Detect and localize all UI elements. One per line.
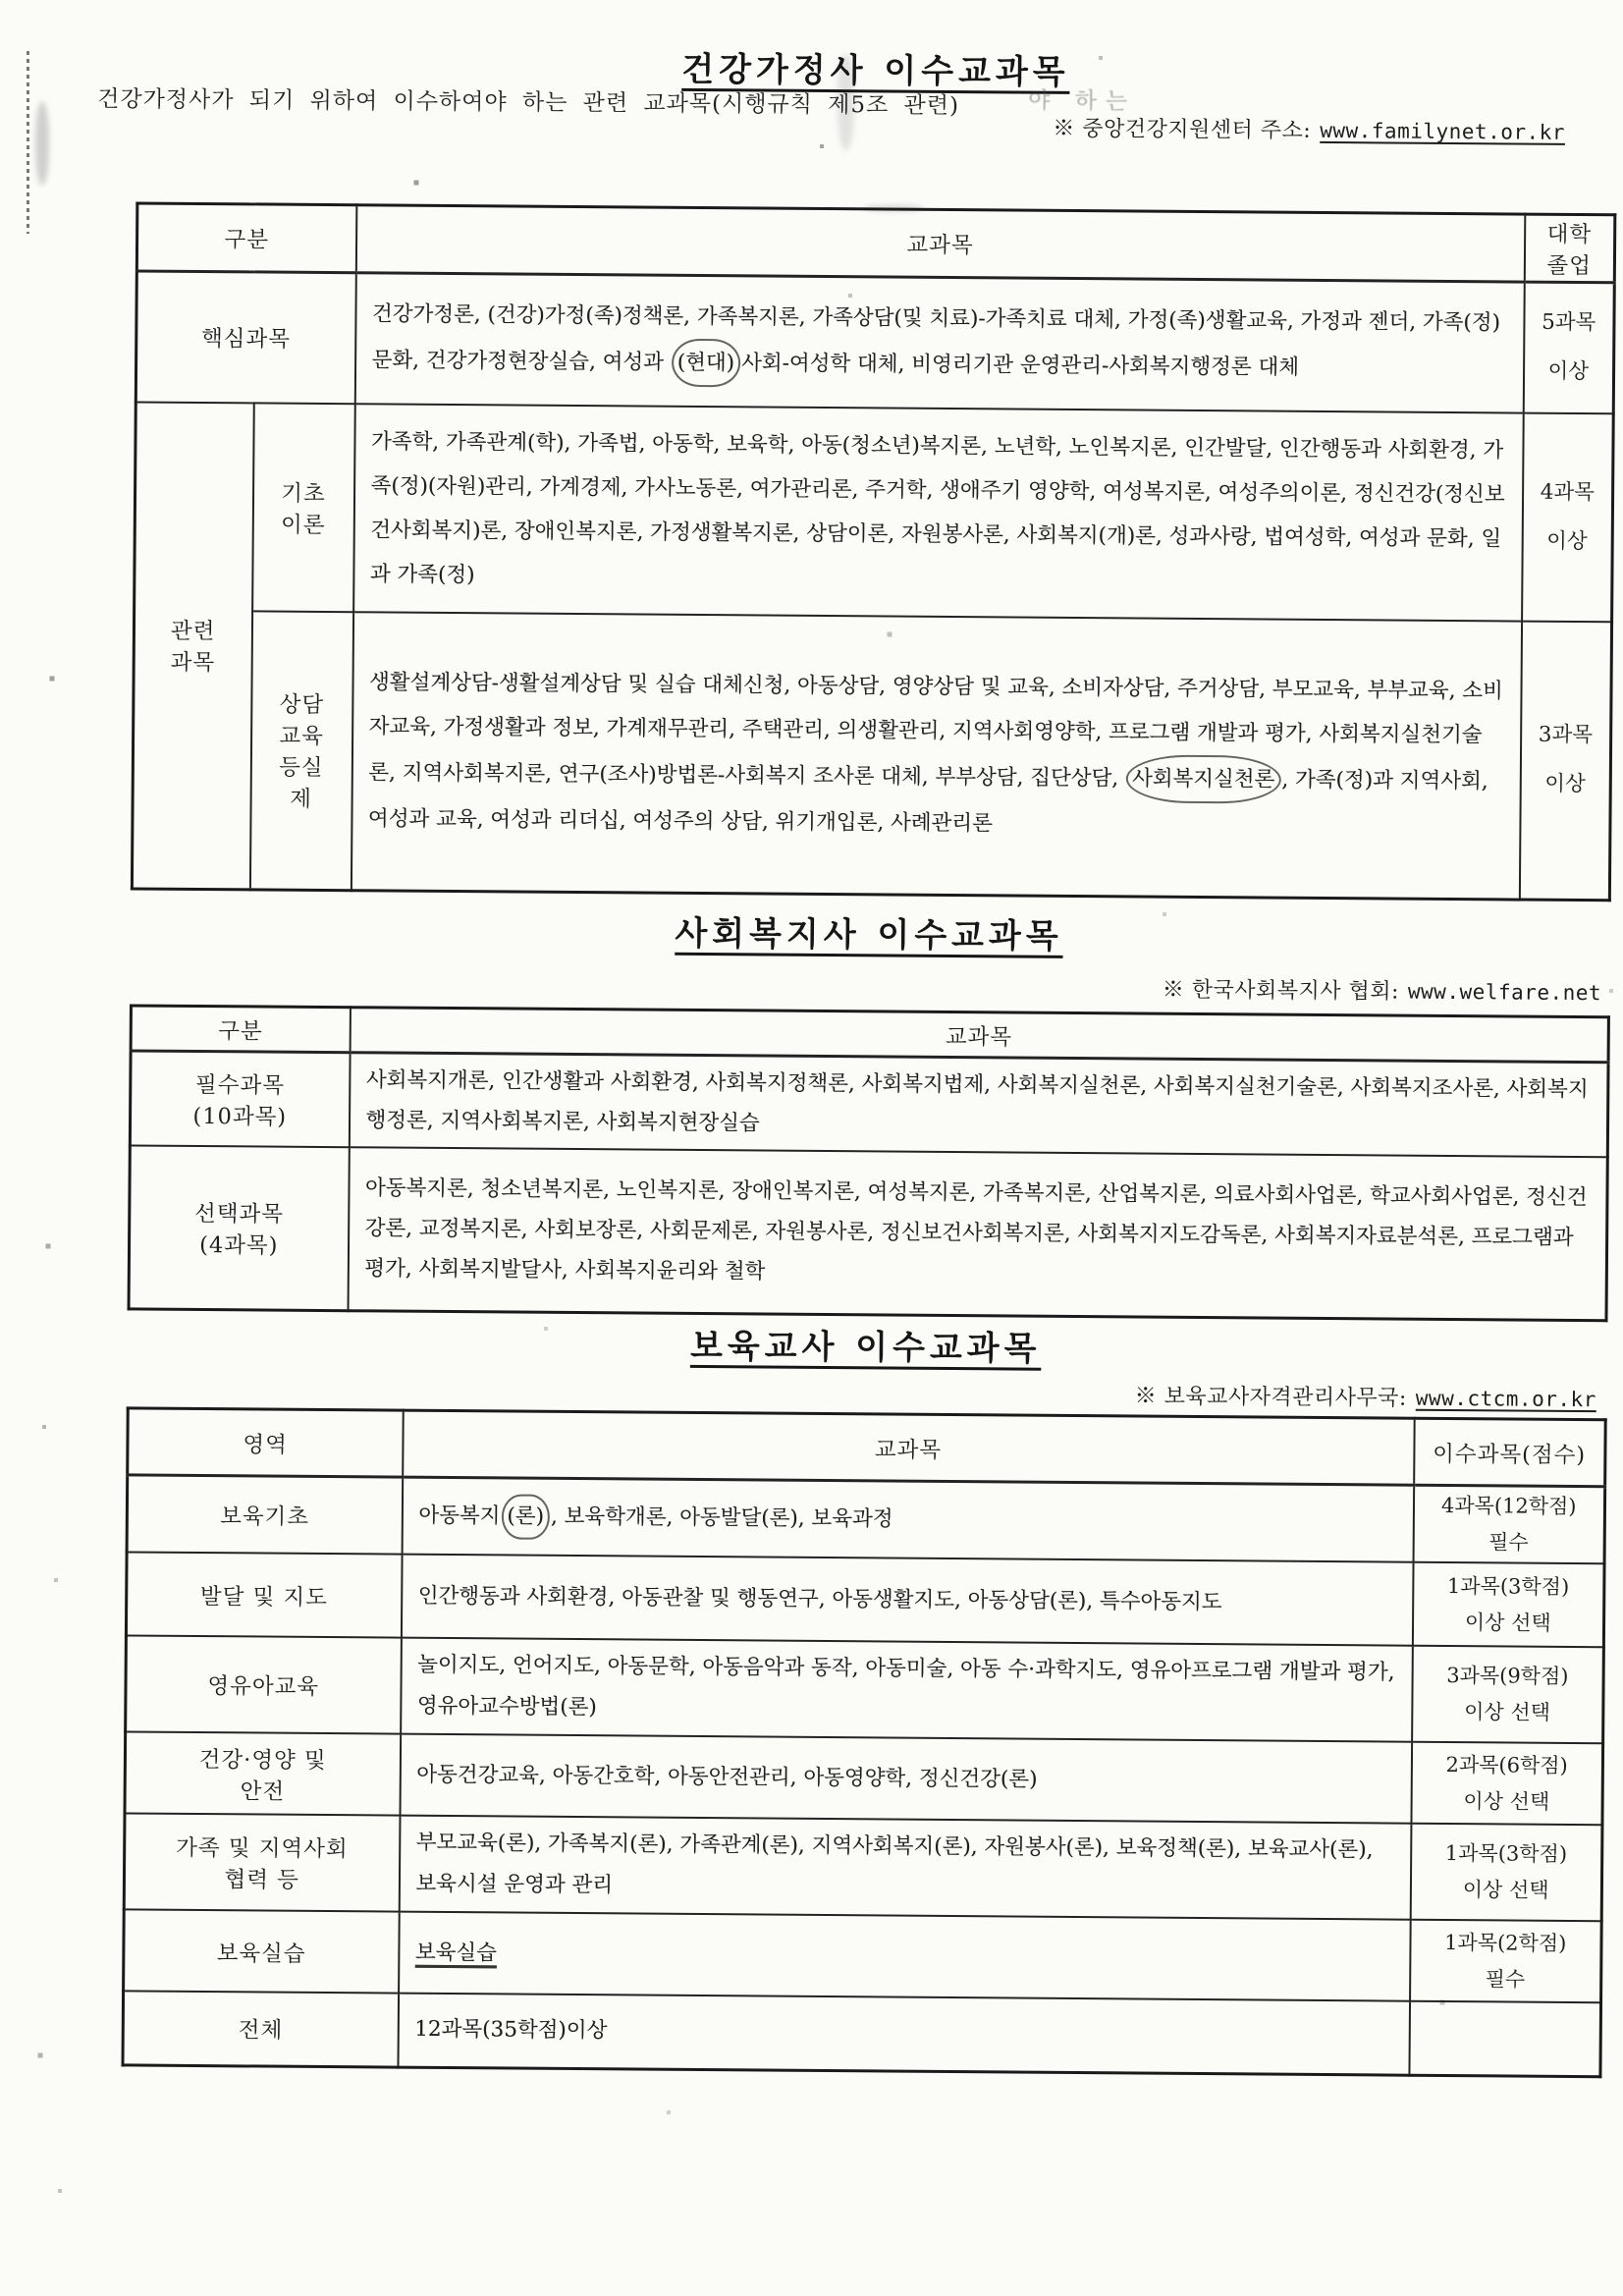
- t3-health-safety-subjects: 아동건강교육, 아동간호학, 아동안전관리, 아동영양학, 정신건강(론): [400, 1734, 1412, 1824]
- t1-counseling-row: [132, 610, 1611, 901]
- t1-basic-theory-row: [135, 402, 1614, 622]
- section3-title: [127, 1314, 1604, 1374]
- t3-total-requirement: [1409, 2001, 1601, 2077]
- t3-total-value: 12과목(35학점)이상: [398, 1994, 1410, 2075]
- t3-family-community-requirement: 1과목(3학점) 이상 선택: [1410, 1824, 1602, 1922]
- t3-family-community-label: 가족 및 지역사회 협력 등: [124, 1813, 400, 1911]
- t3-row-health-safety: [125, 1731, 1603, 1825]
- t3-row-family-community: [124, 1813, 1602, 1921]
- t1-basic-label: 기초 이론: [252, 403, 355, 612]
- t3-row-total: [123, 1991, 1601, 2076]
- section2-reference-note: [1163, 973, 1602, 1008]
- t3-basics-requirement: 4과목(12학점) 필수: [1413, 1485, 1605, 1563]
- t3-early-education-subjects: 놀이지도, 언어지도, 아동문학, 아동음악과 동작, 아동미술, 아동 수·과학지도, 영유아프로그램 개발과 평가, 영유아교수방법(론): [401, 1638, 1413, 1742]
- t3-basics-label: 보육기초: [127, 1475, 403, 1555]
- t1-header-row: [136, 203, 1615, 283]
- t2-required-row: [130, 1051, 1608, 1157]
- section1-title-text: 건강가정사 이수교과목: [681, 49, 1070, 92]
- t3-header-requirement: 이수과목(점수): [1414, 1418, 1606, 1487]
- t3-row-development: [126, 1552, 1604, 1647]
- t3-header-area: 영역: [128, 1408, 404, 1477]
- section1-note-label: ※ 중앙건강지원센터 주소:: [1053, 116, 1312, 143]
- t3-early-education-requirement: 3과목(9학점) 이상 선택: [1412, 1646, 1604, 1744]
- section1-subtitle: 건강가정사가 되기 위하여 이수하여야 하는 관련 교과목(시행규칙 제5조 관련): [97, 86, 960, 120]
- t3-development-requirement: 1과목(3학점) 이상 선택: [1412, 1562, 1604, 1648]
- section3-title-text: 보육교사 이수교과목: [689, 1326, 1042, 1369]
- t1-counsel-label: 상담 교육 등실 제: [249, 611, 352, 891]
- t1-core-subjects: [354, 273, 1524, 412]
- t3-health-safety-requirement: 2과목(6학점) 이상 선택: [1411, 1742, 1603, 1826]
- t2-required-label: 필수과목 (10과목): [130, 1051, 350, 1147]
- ghost-offset-print-text: 야 하는: [1028, 87, 1137, 115]
- healthy-family-courses-table: [131, 201, 1616, 902]
- t1-counsel-text: 생활설계상담-생활설계상담 및 실습 대체신청, 아동상담, 영양상담 및 교육, 소비자상담, 주거상담, 부모교육, 부부교육, 소비자교육, 가정생활과 정보, 가계재무관리, 주택관리, 의생활관리, 지역사회영양학, 프로그램 개발과 평가, 사회복지실천기술론, 지역사회복지론, 연구(조사)방법론-사회복지 조사론 대체, 부부상담, 집단상담,: [368, 670, 1503, 792]
- t1-counsel-circled-annotation: 사회복지실천론: [1126, 755, 1281, 804]
- t1-header-category: 구분: [136, 203, 356, 273]
- t2-required-subjects: 사회복지개론, 인간생활과 사회환경, 사회복지정책론, 사회복지법제, 사회복지실천론, 사회복지실천기술론, 사회복지조사론, 사회복지행정론, 지역사회복지론, 사회복지현장실습: [349, 1053, 1608, 1158]
- t1-core-row: [135, 271, 1614, 413]
- t3-total-label: 전체: [123, 1991, 399, 2066]
- section2-title: [130, 902, 1607, 961]
- t1-counsel-requirement: 3과목 이상: [1519, 621, 1611, 901]
- t1-basic-subjects: 가족학, 가족관계(학), 가족법, 아동학, 보육학, 아동(청소년)복지론, 노년학, 노인복지론, 인간발달, 인간행동과 사회환경, 가족(정)(자원)관리, 가계경제, 가사노동론, 여가관리론, 주거학, 생애주기 영양학, 여성복지론, 여성주의이론, 정신건강(정신보건사회복지)론, 장애인복지론, 가정생활복지론, 상담이론, 자원봉사론, 사회복지(개)론, 성과사랑, 법여성학, 여성과 문화, 일과 가족(정): [353, 404, 1524, 621]
- section1-note-url: www.familynet.or.kr: [1320, 118, 1566, 144]
- t1-core-label: 핵심과목: [135, 271, 355, 404]
- t3-basics-circled-annotation: (론): [501, 1494, 550, 1539]
- section1-reference-note: [1053, 112, 1565, 146]
- t1-core-text: 건강가정론, (건강)가정(족)정책론, 가족복지론, 가족상담(및 치료)-가족치료 대체, 가정(족)생활교육, 가정과 젠더, 가족(정)문화, 건강가정현장실습, 여성과: [371, 301, 1501, 375]
- t3-header-subjects: 교과목: [403, 1410, 1415, 1485]
- section3-note-label: ※ 보육교사자격관리사무국:: [1134, 1384, 1407, 1411]
- t3-row-practicum: [124, 1909, 1602, 2002]
- t3-development-label: 발달 및 지도: [126, 1552, 402, 1637]
- t2-header-subjects: 교과목: [350, 1008, 1608, 1063]
- t3-practicum-requirement: 1과목(2학점) 필수: [1410, 1920, 1602, 2003]
- t3-basics-text-cont: , 보육학개론, 아동발달(론), 보육과정: [550, 1503, 893, 1532]
- t3-practicum-label: 보육실습: [124, 1909, 400, 1993]
- t3-early-education-label: 영유아교육: [126, 1635, 402, 1733]
- t3-row-basics: [127, 1475, 1605, 1563]
- t1-header-requirement: 대학 졸업: [1524, 214, 1615, 283]
- social-worker-courses-table: [128, 1004, 1610, 1321]
- t3-practicum-underlined-text: 보육실습: [414, 1940, 498, 1965]
- t3-basics-text: 아동복지: [418, 1503, 501, 1529]
- section2-title-text: 사회복지사 이수교과목: [675, 913, 1063, 957]
- section3-note-url: www.ctcm.or.kr: [1415, 1386, 1596, 1412]
- t1-core-text-cont: 사회-여성학 대체, 비영리기관 운영관리-사회복지행정론 대체: [741, 351, 1300, 381]
- t3-header-row: [128, 1408, 1605, 1487]
- t1-core-circled-annotation: (현대): [672, 339, 741, 388]
- t1-core-requirement: 5과목 이상: [1523, 282, 1614, 413]
- t2-elective-subjects: 아동복지론, 청소년복지론, 노인복지론, 장애인복지론, 여성복지론, 가족복지론, 산업복지론, 의료사회사업론, 학교사회사업론, 정신건강론, 교정복지론, 사회보장론, 사회문제론, 자원봉사론, 정신보건사회복지론, 사회복지지도감독론, 사회복지자료분석론, 프로그램과 평가, 사회복지발달사, 사회복지윤리와 철학: [348, 1147, 1607, 1320]
- childcare-teacher-courses-table: [121, 1406, 1606, 2077]
- t3-health-safety-label: 건강·영양 및 안전: [125, 1731, 401, 1815]
- section2-note-url: www.welfare.net: [1407, 979, 1602, 1006]
- t3-basics-subjects: [402, 1477, 1414, 1562]
- t1-counsel-subjects: [351, 612, 1521, 900]
- t3-development-subjects: 인간행동과 사회환경, 아동관찰 및 행동연구, 아동생활지도, 아동상담(론), 특수아동지도: [401, 1555, 1413, 1646]
- section3-reference-note: [1135, 1379, 1596, 1413]
- t2-elective-row: [129, 1145, 1607, 1320]
- t1-related-group-label: 관련 과목: [132, 402, 253, 890]
- t2-header-category: 구분: [131, 1006, 350, 1053]
- section2-note-label: ※ 한국사회복지사 협회:: [1162, 977, 1400, 1005]
- t1-header-subjects: 교과목: [355, 205, 1525, 282]
- t2-elective-label: 선택과목 (4과목): [129, 1145, 349, 1310]
- t3-practicum-subjects: [399, 1912, 1411, 2001]
- t3-row-early-education: [126, 1635, 1604, 1743]
- t1-basic-requirement: 4과목 이상: [1522, 412, 1614, 622]
- t3-family-community-subjects: 부모교육(론), 가족복지(론), 가족관계(론), 지역사회복지(론), 자원봉사(론), 보육정책(론), 보육교사(론), 보육시설 운영과 관리: [399, 1816, 1411, 1920]
- t1-counsel-text-cont: , 가족(정)과 지역사회, 여성과 교육, 여성과 리더십, 여성주의 상담, 위기개입론, 사례관리론: [367, 767, 1488, 837]
